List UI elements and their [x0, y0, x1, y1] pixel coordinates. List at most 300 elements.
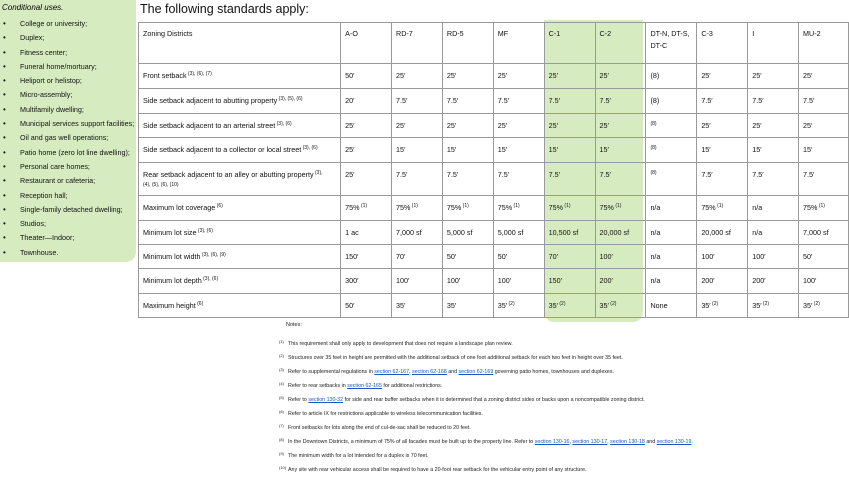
cell-footnote-ref: (2): [761, 301, 770, 307]
cell-value: 35′: [599, 301, 609, 310]
table-cell: [493, 294, 544, 318]
cell-value: 100′: [701, 252, 715, 261]
note-number: (3): [279, 367, 284, 372]
table-cell: [748, 138, 799, 163]
cell-value: 25′: [446, 71, 457, 80]
cell-value: None: [650, 301, 668, 310]
table-cell: [544, 269, 595, 294]
row-footnote-ref: (3), (6), (7): [186, 71, 212, 77]
cell-footnote-ref: (1): [563, 203, 571, 209]
table-row: [139, 221, 849, 245]
note-text: In the Downtown Districts, a minimum of 75% of all facades must be built up to the property line. Refer to: [288, 439, 535, 445]
conditional-use-label: Municipal services support facilities;: [20, 119, 135, 129]
section-link[interactable]: section 62-165: [347, 383, 382, 389]
table-cell: [646, 114, 697, 138]
row-footnote-ref: (3), (6): [301, 145, 318, 151]
cell-value: 50′: [497, 252, 508, 261]
cell-footnote-ref: (2): [710, 301, 719, 307]
cell-value: 7.5′: [446, 170, 459, 179]
cell-value: 25′: [497, 71, 508, 80]
table-cell: [493, 221, 544, 245]
table-cell: [341, 163, 392, 196]
note-item: [279, 405, 693, 419]
row-label: [139, 89, 341, 114]
cell-value: (8): [650, 71, 660, 80]
cell-value: 50′: [803, 252, 813, 261]
table-cell: [697, 269, 748, 294]
note-item: [279, 377, 693, 391]
bullet-icon: •: [3, 33, 6, 43]
note-text: ,: [409, 369, 412, 375]
table-cell: [799, 245, 849, 269]
conditional-use-item: [2, 160, 134, 174]
conditional-use-label: Duplex;: [20, 33, 45, 43]
table-row: [139, 163, 849, 196]
notes-label: Notes:: [286, 322, 302, 328]
table-cell: [392, 114, 443, 138]
table-cell: [442, 245, 493, 269]
row-label-text: Side setback adjacent to a collector or local street: [143, 145, 302, 154]
cell-value: 70′: [396, 252, 406, 261]
cell-value: 300′: [345, 276, 359, 285]
note-text: governing patio homes, townhouses and duplexes.: [493, 369, 614, 375]
column-header: C-2: [595, 23, 646, 64]
table-cell: [493, 163, 544, 196]
cell-value: 7.5′: [548, 96, 560, 105]
cell-value: 35′: [752, 301, 762, 310]
cell-footnote-ref: (1): [512, 203, 520, 209]
cell-value: 7.5′: [548, 170, 560, 179]
note-text: for side and rear buffer setbacks when it is determined that a zoning district sides or backs upon a noncompatible zoning district.: [343, 397, 645, 403]
cell-value: 50′: [345, 71, 355, 80]
cell-value: n/a: [650, 252, 661, 261]
note-item: [279, 335, 693, 349]
table-cell: [595, 269, 646, 294]
cell-value: 15′: [701, 145, 711, 154]
cell-value: 25′: [803, 71, 813, 80]
bullet-icon: •: [3, 176, 6, 186]
column-header: MF: [493, 23, 544, 64]
section-link[interactable]: section 130-17: [572, 439, 608, 445]
row-footnote-ref: (6): [195, 301, 204, 307]
cell-value: 75%: [599, 203, 614, 212]
conditional-use-label: Single-family detached dwelling;: [20, 204, 123, 214]
table-cell: [697, 163, 748, 196]
bullet-icon: •: [3, 161, 6, 171]
table-cell: [595, 221, 646, 245]
table-cell: [493, 89, 544, 114]
cell-value: 5,000 sf: [446, 228, 473, 237]
cell-value: 1 ac: [345, 228, 359, 237]
conditional-use-label: Oil and gas well operations;: [20, 133, 109, 143]
cell-value: 15′: [803, 145, 813, 154]
note-text: ,: [607, 439, 611, 445]
table-cell: [341, 138, 392, 163]
table-cell: [493, 114, 544, 138]
row-label: [139, 114, 341, 138]
table-cell: [595, 114, 646, 138]
bullet-icon: •: [3, 133, 6, 143]
column-header: MU-2: [799, 23, 849, 64]
column-header: I: [748, 23, 799, 64]
cell-value: 35′: [803, 301, 813, 310]
cell-value: 75%: [396, 203, 411, 212]
cell-value: 25′: [599, 71, 609, 80]
row-label: [139, 138, 341, 163]
table-cell: [493, 196, 544, 221]
table-cell: [748, 294, 799, 318]
note-item: [279, 391, 693, 405]
row-footnote-ref: (6): [215, 203, 223, 209]
conditional-use-item: [2, 117, 134, 131]
row-label: [139, 294, 341, 318]
conditional-use-item: [2, 31, 134, 45]
notes-list: [279, 335, 693, 475]
row-label-text: Side setback adjacent to abutting property: [143, 96, 278, 105]
note-text: The minimum width for a lot intended for a duplex is 70 feet.: [288, 453, 429, 459]
cell-footnote-ref: (8): [650, 121, 657, 127]
column-header: RD-5: [442, 23, 493, 64]
note-item: [279, 363, 693, 377]
table-cell: [392, 89, 443, 114]
table-cell: [595, 64, 646, 89]
cell-footnote-ref: (1): [359, 203, 368, 209]
cell-value: 15′: [548, 145, 558, 154]
cell-value: 7.5′: [497, 170, 510, 179]
table-cell: [341, 196, 392, 221]
cell-footnote-ref: (2): [608, 301, 617, 307]
table-cell: [544, 138, 595, 163]
cell-value: 75%: [701, 203, 716, 212]
conditional-use-label: Fitness center;: [20, 47, 68, 57]
row-label-text: Minimum lot depth: [143, 276, 202, 285]
table-cell: [595, 89, 646, 114]
cell-value: n/a: [752, 203, 763, 212]
table-cell: [341, 64, 392, 89]
table-cell: [646, 89, 697, 114]
column-header: DT-N, DT-S, DT-C: [646, 23, 697, 64]
note-item: [279, 349, 693, 363]
table-cell: [341, 269, 392, 294]
bullet-icon: •: [3, 247, 6, 257]
table-row: [139, 64, 849, 89]
table-cell: [442, 221, 493, 245]
cell-value: 75%: [345, 203, 360, 212]
table-cell: [646, 269, 697, 294]
table-cell: [392, 163, 443, 196]
table-cell: [392, 221, 443, 245]
conditional-use-label: College or university;: [20, 19, 88, 28]
conditional-use-item: [2, 88, 134, 102]
note-text: and: [644, 439, 657, 445]
cell-value: 75%: [803, 203, 818, 212]
cell-value: 7.5′: [701, 96, 713, 105]
section-link[interactable]: section 130-18: [610, 439, 645, 445]
row-footnote-ref: (3), (6): [201, 276, 219, 282]
bullet-icon: •: [3, 47, 6, 57]
cell-footnote-ref: (2): [812, 301, 820, 307]
cell-value: 25′: [701, 71, 711, 80]
bullet-icon: •: [3, 233, 6, 243]
conditional-use-item: [2, 60, 134, 74]
note-number: (5): [279, 395, 284, 400]
conditional-use-label: Funeral home/mortuary;: [20, 61, 97, 71]
table-cell: [799, 64, 849, 89]
cell-value: (8): [650, 96, 660, 105]
table-row: [139, 294, 849, 318]
table-cell: [493, 269, 544, 294]
section-link[interactable]: section 130-32: [308, 397, 344, 403]
cell-value: 25′: [599, 121, 609, 130]
table-cell: [442, 114, 493, 138]
row-footnote-ref: (4), (5), (6), (10): [143, 182, 179, 188]
conditional-use-label: Personal care homes;: [20, 161, 90, 171]
table-cell: [442, 163, 493, 196]
cell-value: 35′: [446, 301, 457, 310]
table-cell: [544, 114, 595, 138]
row-label-text: Side setback adjacent to an arterial street: [143, 121, 276, 130]
cell-value: 25′: [345, 170, 355, 179]
section-link[interactable]: section 130-16: [534, 439, 570, 445]
cell-value: 100′: [599, 252, 613, 261]
column-header: C-3: [697, 23, 748, 64]
conditional-use-item: [2, 46, 134, 60]
cell-value: 50′: [345, 301, 355, 310]
cell-value: 150′: [345, 252, 359, 261]
note-text: Front setbacks for lots along the end of cul-de-sac shall be reduced to 20 feet.: [288, 425, 471, 431]
table-cell: [697, 245, 748, 269]
table-cell: [697, 64, 748, 89]
conditional-uses-panel: [0, 0, 136, 262]
conditional-use-label: Townhouse.: [20, 247, 59, 257]
cell-value: 25′: [497, 121, 508, 130]
conditional-use-label: Studios;: [20, 219, 46, 229]
table-cell: [697, 138, 748, 163]
table-cell: [544, 89, 595, 114]
cell-value: n/a: [650, 203, 661, 212]
table-cell: [544, 64, 595, 89]
column-header: A-O: [341, 23, 392, 64]
cell-footnote-ref: (1): [817, 203, 825, 209]
cell-value: 100′: [446, 276, 461, 285]
note-text: This requirement shall only apply to development that does not require a landscape plan review.: [288, 341, 513, 347]
note-item: [279, 461, 693, 475]
conditional-use-item: [2, 103, 134, 117]
conditional-use-item: [2, 74, 134, 88]
note-number: (1): [279, 339, 284, 344]
table-row: [139, 196, 849, 221]
bullet-icon: •: [3, 19, 6, 28]
cell-value: 25′: [345, 121, 355, 130]
table-cell: [646, 138, 697, 163]
cell-footnote-ref: (8): [650, 145, 657, 151]
note-number: (6): [279, 409, 284, 414]
note-number: (2): [279, 353, 284, 358]
conditional-use-item: [2, 246, 134, 260]
table-cell: [392, 196, 443, 221]
cell-value: 15′: [446, 145, 457, 154]
table-cell: [341, 221, 392, 245]
table-cell: [799, 269, 849, 294]
cell-value: 25′: [396, 121, 406, 130]
table-cell: [646, 221, 697, 245]
cell-value: 100′: [396, 276, 410, 285]
section-link[interactable]: section 62-169: [458, 369, 494, 375]
cell-value: 25′: [446, 121, 457, 130]
cell-footnote-ref: (2): [507, 301, 515, 307]
conditional-use-item: [2, 146, 134, 160]
section-link[interactable]: section 62-167: [374, 369, 410, 375]
table-cell: [341, 89, 392, 114]
table-cell: [799, 89, 849, 114]
cell-value: 15′: [599, 145, 609, 154]
conditional-use-item: [2, 217, 134, 231]
row-footnote-ref: (3), (5), (6): [277, 96, 303, 102]
section-link[interactable]: section 62-168: [411, 369, 447, 375]
page-heading: The following standards apply:: [140, 2, 309, 16]
bullet-icon: •: [3, 61, 6, 71]
cell-value: 7.5′: [497, 96, 510, 105]
note-text: Refer to supplemental regulations in: [288, 369, 375, 375]
table-row: [139, 89, 849, 114]
cell-value: 35′: [396, 301, 406, 310]
table-cell: [442, 138, 493, 163]
table-cell: [748, 64, 799, 89]
table-cell: [442, 64, 493, 89]
table-cell: [442, 269, 493, 294]
table-cell: [748, 221, 799, 245]
cell-value: 5,000 sf: [497, 228, 524, 237]
conditional-use-label: Reception hall;: [20, 190, 68, 200]
table-cell: [646, 64, 697, 89]
table-cell: [392, 269, 443, 294]
note-text: and: [446, 369, 459, 375]
note-text: Refer to: [288, 397, 309, 403]
cell-value: 7.5′: [396, 170, 408, 179]
row-footnote-ref: (3), (6), (9): [200, 252, 226, 258]
row-label: [139, 163, 341, 196]
table-cell: [341, 294, 392, 318]
note-item: [279, 433, 693, 447]
table-cell: [442, 294, 493, 318]
cell-footnote-ref: (1): [410, 203, 418, 209]
table-cell: [544, 196, 595, 221]
cell-value: 7,000 sf: [396, 228, 422, 237]
table-cell: [799, 294, 849, 318]
cell-value: 15′: [497, 145, 508, 154]
table-cell: [493, 138, 544, 163]
bullet-icon: •: [3, 190, 6, 200]
table-row: [139, 245, 849, 269]
conditional-use-item: [2, 174, 134, 188]
bullet-icon: •: [3, 119, 6, 129]
table-cell: [595, 138, 646, 163]
bullet-icon: •: [3, 76, 6, 86]
table-cell: [748, 114, 799, 138]
cell-value: 35′: [548, 301, 558, 310]
cell-value: 7.5′: [599, 170, 611, 179]
cell-value: 200′: [701, 276, 715, 285]
row-label-text: Minimum lot size: [143, 228, 197, 237]
cell-footnote-ref: (1): [613, 203, 622, 209]
cell-value: 100′: [752, 252, 766, 261]
note-text: ,: [569, 439, 573, 445]
header-zoning-districts: Zoning Districts: [139, 23, 341, 64]
table-cell: [799, 196, 849, 221]
standards-table: [138, 22, 849, 318]
table-cell: [392, 294, 443, 318]
cell-value: 25′: [752, 71, 762, 80]
row-label: [139, 221, 341, 245]
table-cell: [799, 138, 849, 163]
cell-value: 10,500 sf: [548, 228, 579, 237]
table-cell: [697, 221, 748, 245]
table-cell: [493, 245, 544, 269]
conditional-use-label: Micro-assembly;: [20, 90, 73, 100]
cell-value: 25′: [345, 145, 355, 154]
cell-value: 75%: [548, 203, 564, 212]
row-label-text: Front setback: [143, 71, 187, 80]
cell-value: 25′: [701, 121, 711, 130]
note-number: (9): [279, 451, 284, 456]
conditional-uses-title: Conditional uses.: [2, 3, 64, 12]
cell-footnote-ref: (1): [461, 203, 469, 209]
cell-value: n/a: [650, 276, 661, 285]
cell-value: 75%: [497, 203, 513, 212]
bullet-icon: •: [3, 204, 6, 214]
cell-footnote-ref: (8): [650, 170, 657, 176]
row-label: [139, 196, 341, 221]
row-label-text: Rear setback adjacent to an alley or abutting property: [143, 170, 314, 179]
table-cell: [748, 89, 799, 114]
cell-value: 7.5′: [701, 170, 713, 179]
cell-value: n/a: [752, 228, 763, 237]
row-label: [139, 245, 341, 269]
table-cell: [493, 64, 544, 89]
table-cell: [646, 245, 697, 269]
cell-value: 25′: [752, 121, 762, 130]
column-header: RD-7: [392, 23, 443, 64]
section-link[interactable]: section 130-19: [656, 439, 692, 445]
cell-value: 15′: [396, 145, 406, 154]
row-footnote-ref: (3), (6): [196, 228, 213, 234]
note-number: (8): [279, 437, 284, 442]
table-cell: [595, 245, 646, 269]
table-cell: [544, 221, 595, 245]
cell-value: 7.5′: [752, 96, 764, 105]
table-cell: [392, 245, 443, 269]
row-footnote-ref: (3),: [313, 170, 323, 176]
cell-value: 25′: [548, 71, 558, 80]
table-cell: [748, 196, 799, 221]
table-cell: [341, 114, 392, 138]
conditional-use-item: [2, 189, 134, 203]
note-number: (10): [279, 465, 287, 470]
conditional-use-item: [2, 203, 134, 217]
bullet-icon: •: [3, 90, 6, 100]
table-cell: [748, 163, 799, 196]
cell-value: 50′: [446, 252, 457, 261]
note-text: Refer to rear setbacks in: [288, 383, 348, 389]
table-cell: [392, 138, 443, 163]
note-number: (4): [279, 381, 284, 386]
cell-value: 7.5′: [803, 170, 815, 179]
cell-value: n/a: [650, 228, 661, 237]
conditional-use-item: [2, 231, 134, 245]
cell-value: 25′: [803, 121, 813, 130]
cell-value: 7.5′: [599, 96, 611, 105]
table-cell: [341, 245, 392, 269]
